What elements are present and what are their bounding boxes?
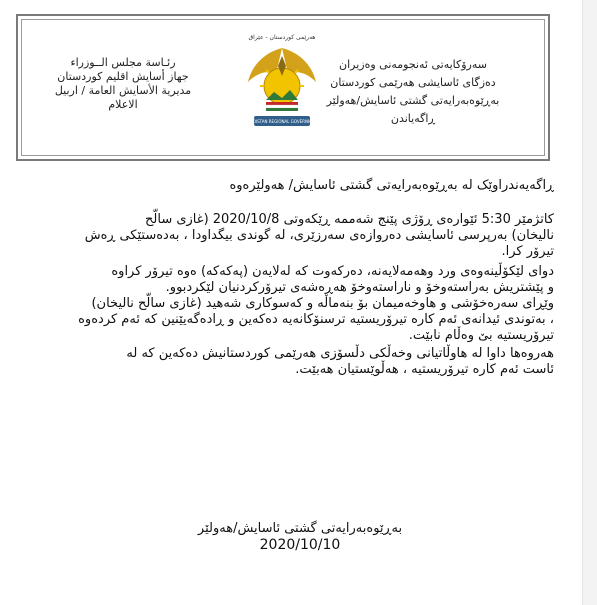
viewer-scroll-strip [582, 0, 597, 605]
letter-paragraph-2 [30, 264, 554, 296]
signature-date: 2020/10/10 [259, 537, 341, 553]
paragraph-3-line-2: ، بەتوندی ئیدانەی ئەم کارە تیرۆریستیە ترسنۆکانەیە دەکەین و ڕادەگەیێنین کە ئەم کردەوە [78, 312, 554, 327]
signature-line: بەڕێوەبەرایەتی گشتی ئاسایش/هەولێر [197, 521, 403, 536]
paragraph-3-line-3: تیرۆریستیە بێ وەڵام نابێت. [408, 328, 554, 343]
paragraph-2-line-1: دوای لێکۆڵینەوەی ورد وهەمەلایەنە، دەرکەوت کە لەلایەن (پەکەکە) ەوە تیرۆر کراوە [111, 264, 554, 279]
paragraph-1-line-2: نالیخان) بەرپرسی ئاسایشی دەروازەی سەرزێری، لە گوندی بیگداودا ، بەدەستێکی ڕەش [84, 228, 554, 243]
letterhead-arabic-line-1: رئـاسة مجلس الــوزراء [70, 56, 176, 69]
paragraph-4-line-2: ئاست ئەم کارە تیرۆریستیە ، هەڵوێستیان هەبێت. [295, 362, 554, 377]
paragraph-1-line-1: کاتژمێر 5:30 ئێوارەی ڕۆژی پێنج شەممە ڕێکەوتی 2020/10/8 (غازی سالّح [145, 212, 554, 227]
paragraph-4-line-1: هەروەها داوا لە هاوڵاتیانی وخەڵکی دڵسۆزی هەرێمی کوردستانیش دەکەین کە لە [126, 346, 554, 361]
letter-paragraph-3 [30, 296, 554, 344]
emblem-flag-red [266, 102, 298, 105]
letter-paragraph-1 [30, 212, 554, 260]
emblem-flag-white [266, 105, 298, 108]
letterhead-arabic-line-2: جهاز أسايش اقليم كوردستان [57, 70, 189, 83]
emblem-flag-green [266, 108, 298, 111]
krg-emblem-icon [236, 30, 328, 140]
letterhead-kurdish-line-1: سەرۆکایەتی ئەنجومەنی وەزیران [339, 58, 487, 71]
letterhead-kurdish [318, 56, 508, 128]
paragraph-1-line-3: تیرۆر کرا. [501, 244, 554, 259]
letter-heading: ڕاگەیەندراوێک لە بەڕێوەبەرایەتی گشتی ئاسایش/ هەولێرەوە [229, 178, 554, 193]
paragraph-2-line-2: و پێشتریش بەراستەوخۆ و ناراستەوخۆ هەڕەشەی تیرۆرکردنیان لێکردبوو. [165, 280, 554, 295]
letterhead-kurdish-line-3: بەڕێوەبەرایەتی گشتی ئاسایش/هەولێر [326, 94, 500, 107]
letterhead-arabic-line-4: الاعلام [108, 98, 138, 111]
letterhead-box [16, 14, 550, 161]
signature-block [190, 520, 410, 554]
letterhead-arabic-line-3: مديرية الأسايش العامة / اربيل [54, 84, 192, 97]
letter-paragraph-4 [30, 346, 554, 378]
letterhead-kurdish-line-2: دەزگای ئاسایشی هەرێمی کوردستان [330, 76, 496, 89]
emblem-bottom-text: KURDISTAN REGIONAL GOVERNMENT [244, 119, 320, 124]
letterhead-arabic [38, 56, 208, 112]
paragraph-3-line-1: وێڕای سەرەخۆشی و هاوخەمیمان بۆ بنەماڵە و کەسوکاری شەهید (غازی سالّح نالیخان) [91, 296, 554, 311]
letterhead-kurdish-line-4: ڕاگەیاندن [390, 112, 436, 125]
emblem-top-text: هەرێمی کوردستان - عێراق [248, 34, 316, 41]
